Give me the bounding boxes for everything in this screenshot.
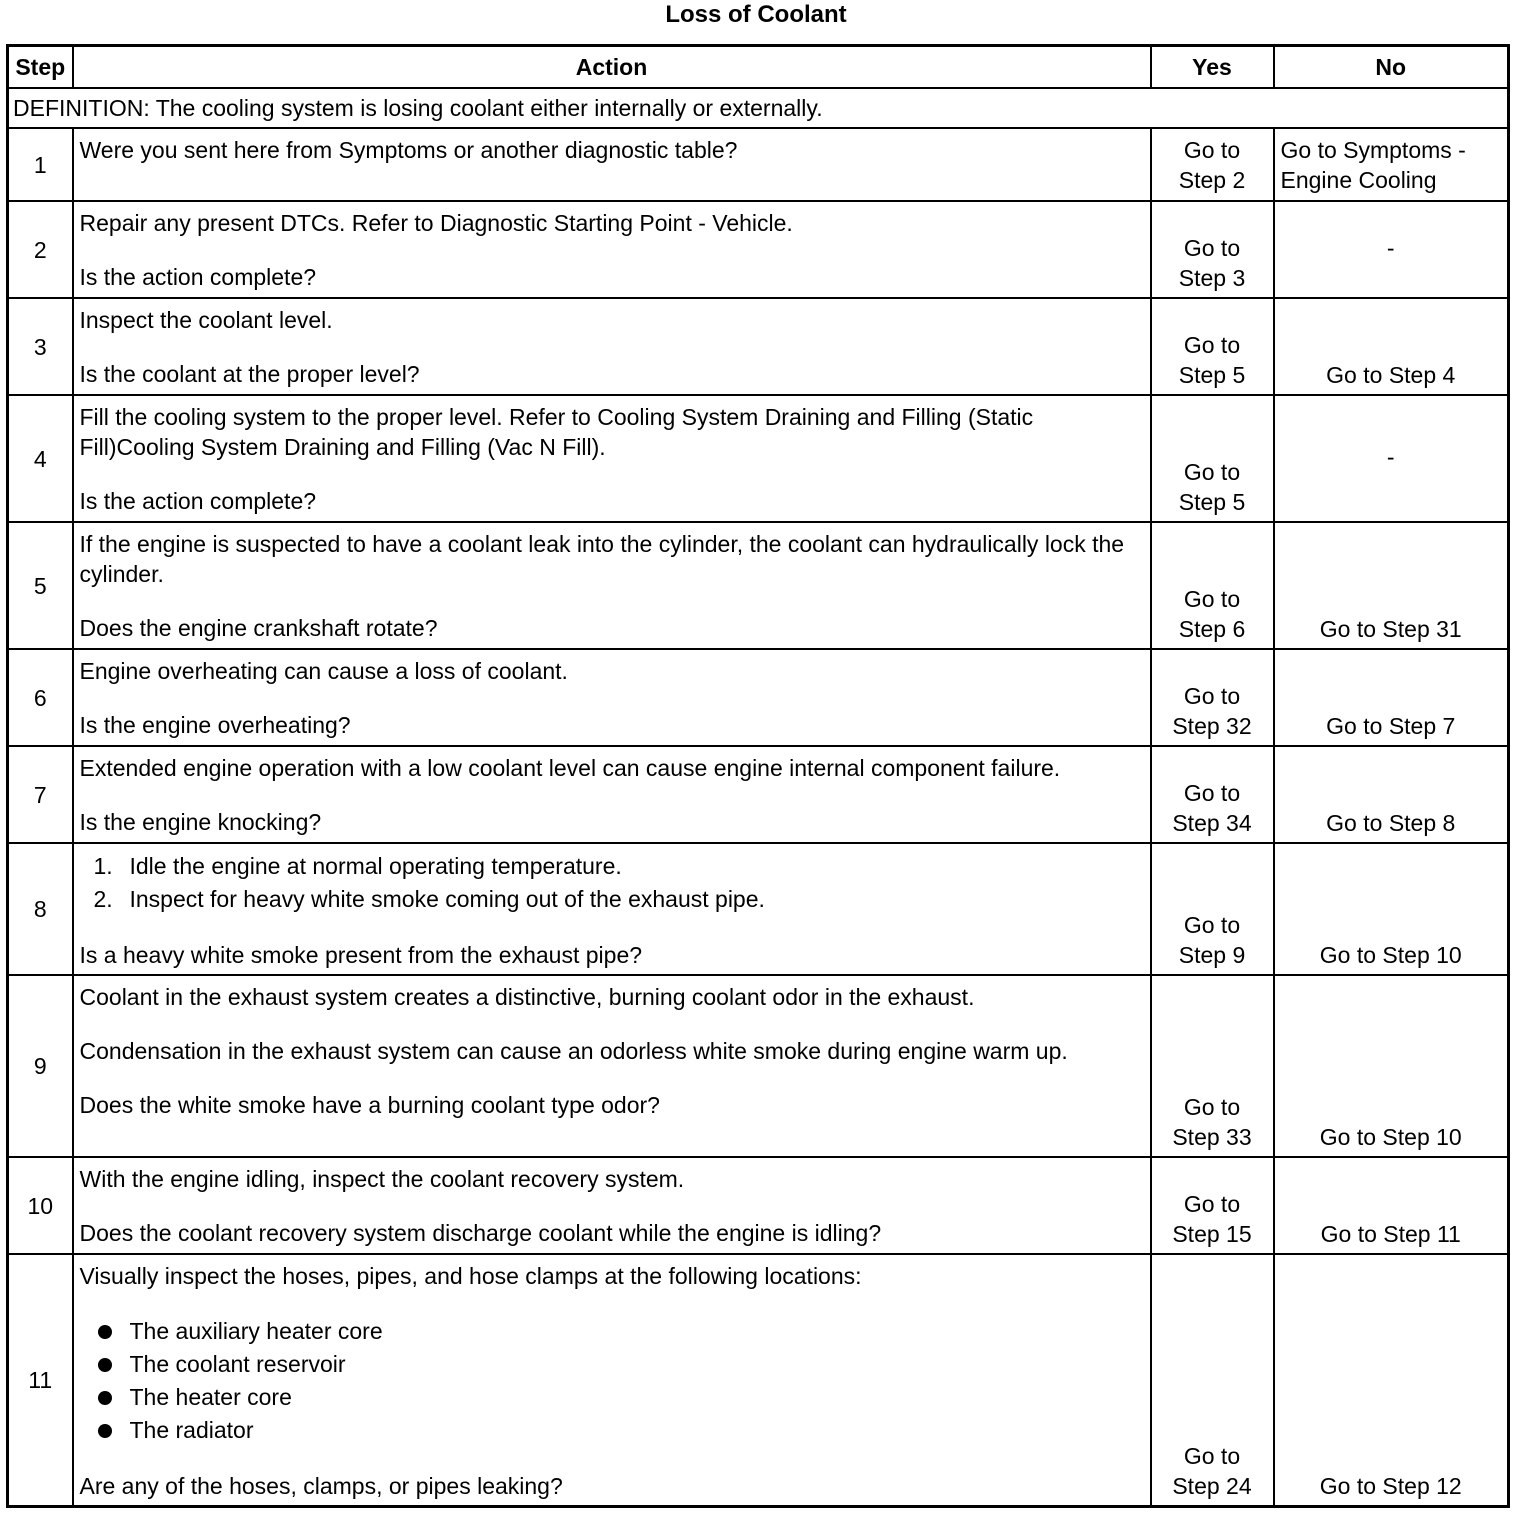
no-cell: Go to Step 11 bbox=[1274, 1157, 1509, 1254]
action-text: Visually inspect the hoses, pipes, and hose clamps at the following locations: bbox=[79, 1263, 862, 1289]
list-item bbox=[80, 1315, 1144, 1348]
table-row bbox=[8, 746, 1509, 843]
action-question: Is a heavy white smoke present from the exhaust pipe? bbox=[79, 942, 643, 968]
yes-line: Step 9 bbox=[1178, 942, 1246, 968]
action-cell bbox=[73, 128, 1151, 201]
step-number: 4 bbox=[8, 395, 73, 522]
yes-cell bbox=[1151, 201, 1274, 298]
list-item-text: Inspect for heavy white smoke coming out of the exhaust pipe. bbox=[129, 886, 765, 912]
header-row bbox=[8, 46, 1509, 89]
action-text: Extended engine operation with a low coolant level can cause engine internal component failure. bbox=[79, 755, 1061, 781]
no-cell: - bbox=[1274, 201, 1509, 298]
yes-line: Go to bbox=[1183, 912, 1241, 938]
bullet-icon bbox=[98, 1325, 112, 1339]
no-cell: Go to Step 10 bbox=[1274, 843, 1509, 975]
yes-line: Step 24 bbox=[1172, 1473, 1252, 1499]
action-question: Is the engine overheating? bbox=[79, 712, 351, 738]
step-number: 10 bbox=[8, 1157, 73, 1254]
list-item-text: The radiator bbox=[129, 1417, 254, 1443]
action-cell bbox=[73, 975, 1151, 1157]
yes-line: Step 3 bbox=[1178, 265, 1246, 291]
list-item-text: The heater core bbox=[129, 1384, 292, 1410]
no-line: Engine Cooling bbox=[1280, 167, 1437, 193]
action-text: Fill the cooling system to the proper level. Refer to Cooling System Draining and Filling (Static Fill)Cooling System Draining and Filling (Vac N Fill). bbox=[79, 404, 1034, 460]
yes-cell bbox=[1151, 522, 1274, 649]
yes-line: Step 5 bbox=[1178, 489, 1246, 515]
action-text: Condensation in the exhaust system can cause an odorless white smoke during engine warm up. bbox=[79, 1038, 1068, 1064]
list-item bbox=[80, 1414, 1144, 1447]
action-question: Are any of the hoses, clamps, or pipes leaking? bbox=[79, 1473, 563, 1499]
step-number: 5 bbox=[8, 522, 73, 649]
action-text: Were you sent here from Symptoms or another diagnostic table? bbox=[79, 137, 738, 163]
step-number: 8 bbox=[8, 843, 73, 975]
no-cell: Go to Step 7 bbox=[1274, 649, 1509, 746]
action-question: Is the coolant at the proper level? bbox=[79, 361, 420, 387]
action-cell bbox=[73, 1254, 1151, 1507]
table-row bbox=[8, 128, 1509, 201]
action-cell bbox=[73, 843, 1151, 975]
list-item-text: Idle the engine at normal operating temperature. bbox=[129, 853, 622, 879]
bullet-list bbox=[80, 1315, 1144, 1447]
header-no: No bbox=[1274, 46, 1509, 89]
no-cell: Go to Step 8 bbox=[1274, 746, 1509, 843]
header-step: Step bbox=[8, 46, 73, 89]
yes-line: Go to bbox=[1183, 459, 1241, 485]
yes-cell bbox=[1151, 1157, 1274, 1254]
yes-line: Go to bbox=[1183, 1443, 1241, 1469]
action-question: Is the action complete? bbox=[79, 488, 317, 514]
list-item-text: The auxiliary heater core bbox=[129, 1318, 383, 1344]
list-item: 2. Inspect for heavy white smoke coming out of the exhaust pipe. bbox=[93, 886, 765, 912]
yes-line: Go to bbox=[1183, 1191, 1241, 1217]
table-row bbox=[8, 843, 1509, 975]
action-text: With the engine idling, inspect the coolant recovery system. bbox=[79, 1166, 685, 1192]
action-question: Does the engine crankshaft rotate? bbox=[79, 615, 438, 641]
action-text: If the engine is suspected to have a coolant leak into the cylinder, the coolant can hydraulically lock the cylinder. bbox=[79, 531, 1125, 587]
yes-cell bbox=[1151, 746, 1274, 843]
table-row bbox=[8, 201, 1509, 298]
action-question: Is the action complete? bbox=[79, 264, 317, 290]
yes-line: Go to bbox=[1183, 683, 1241, 709]
header-yes: Yes bbox=[1151, 46, 1274, 89]
yes-cell bbox=[1151, 975, 1274, 1157]
header-action: Action bbox=[73, 46, 1151, 89]
step-number: 2 bbox=[8, 201, 73, 298]
yes-cell bbox=[1151, 649, 1274, 746]
list-item bbox=[80, 1348, 1144, 1381]
bullet-icon bbox=[98, 1358, 112, 1372]
action-text: Coolant in the exhaust system creates a distinctive, burning coolant odor in the exhaust. bbox=[79, 984, 975, 1010]
no-cell bbox=[1274, 128, 1509, 201]
yes-line: Go to bbox=[1183, 1094, 1241, 1120]
yes-line: Step 33 bbox=[1172, 1124, 1252, 1150]
no-cell: - bbox=[1274, 395, 1509, 522]
yes-cell bbox=[1151, 128, 1274, 201]
action-cell bbox=[73, 522, 1151, 649]
yes-line: Go to bbox=[1183, 332, 1241, 358]
step-number: 9 bbox=[8, 975, 73, 1157]
yes-line: Go to bbox=[1183, 780, 1241, 806]
yes-line: Step 6 bbox=[1178, 616, 1246, 642]
yes-line: Step 32 bbox=[1172, 713, 1252, 739]
table-row bbox=[8, 1254, 1509, 1507]
action-question: Does the coolant recovery system discharge coolant while the engine is idling? bbox=[79, 1220, 882, 1246]
action-question: Does the white smoke have a burning coolant type odor? bbox=[79, 1092, 660, 1118]
table-row bbox=[8, 649, 1509, 746]
yes-cell bbox=[1151, 298, 1274, 395]
yes-line: Step 34 bbox=[1172, 810, 1252, 836]
action-cell bbox=[73, 298, 1151, 395]
step-number: 7 bbox=[8, 746, 73, 843]
action-cell bbox=[73, 1157, 1151, 1254]
action-cell bbox=[73, 395, 1151, 522]
yes-line: Go to bbox=[1183, 235, 1241, 261]
yes-cell bbox=[1151, 843, 1274, 975]
numbered-list bbox=[80, 850, 1144, 916]
no-cell: Go to Step 10 bbox=[1274, 975, 1509, 1157]
yes-line: Step 15 bbox=[1172, 1221, 1252, 1247]
yes-cell bbox=[1151, 395, 1274, 522]
list-item-text: The coolant reservoir bbox=[129, 1351, 346, 1377]
action-cell bbox=[73, 649, 1151, 746]
step-number: 6 bbox=[8, 649, 73, 746]
page-title: Loss of Coolant bbox=[665, 1, 847, 28]
action-cell bbox=[73, 746, 1151, 843]
step-number: 3 bbox=[8, 298, 73, 395]
definition-text: DEFINITION: The cooling system is losing coolant either internally or externally. bbox=[8, 88, 1509, 128]
yes-line: Go to bbox=[1183, 137, 1241, 163]
table-row bbox=[8, 395, 1509, 522]
table-row bbox=[8, 975, 1509, 1157]
bullet-icon bbox=[98, 1391, 112, 1405]
step-number: 11 bbox=[8, 1254, 73, 1507]
list-item bbox=[80, 1381, 1144, 1414]
no-cell: Go to Step 31 bbox=[1274, 522, 1509, 649]
step-number: 1 bbox=[8, 128, 73, 201]
action-text: Repair any present DTCs. Refer to Diagnostic Starting Point - Vehicle. bbox=[79, 210, 793, 236]
table-row bbox=[8, 298, 1509, 395]
yes-line: Step 5 bbox=[1178, 362, 1246, 388]
yes-line: Go to bbox=[1183, 586, 1241, 612]
no-line: Go to Symptoms - bbox=[1280, 137, 1466, 163]
action-text: Inspect the coolant level. bbox=[79, 307, 333, 333]
action-text: Engine overheating can cause a loss of coolant. bbox=[79, 658, 568, 684]
action-cell bbox=[73, 201, 1151, 298]
no-cell: Go to Step 12 bbox=[1274, 1254, 1509, 1507]
diagnostic-table bbox=[6, 44, 1510, 1508]
table-row bbox=[8, 1157, 1509, 1254]
table-row bbox=[8, 522, 1509, 649]
yes-line: Step 2 bbox=[1178, 167, 1246, 193]
action-question: Is the engine knocking? bbox=[79, 809, 322, 835]
list-item: 1. Idle the engine at normal operating temperature. bbox=[93, 853, 622, 879]
yes-cell bbox=[1151, 1254, 1274, 1507]
no-cell: Go to Step 4 bbox=[1274, 298, 1509, 395]
definition-row bbox=[8, 88, 1509, 128]
bullet-icon bbox=[98, 1424, 112, 1438]
